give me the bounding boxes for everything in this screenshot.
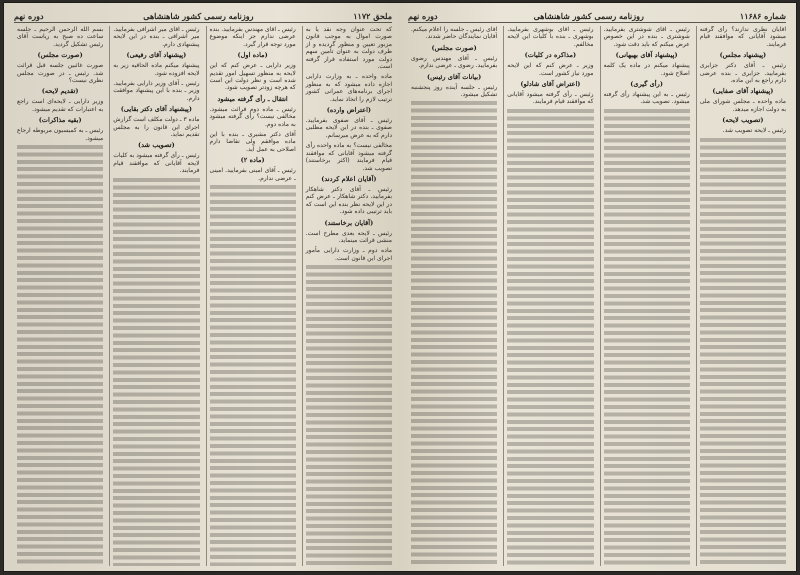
text-column (600, 26, 690, 566)
text-column (408, 26, 497, 566)
text-paragraph: رئیس ـ آقای امینی بفرمایید. امینی ـ عرضی ندارم. (209, 167, 296, 182)
right-page-columns (408, 26, 786, 566)
text-column (109, 26, 199, 566)
text-paragraph: که تحت عنوان وجه نقد یا به صورت اموال به موجب قانون مزبور تعیین و منظور گردیده و از طرف دولت به عنوان تأمین سهم دولت مورد استفاده قرار گرفته است. (305, 26, 392, 71)
section-heading: (پیشنهاد آقای رفیعی) (126, 51, 187, 60)
section-heading: (رأی گیری) (630, 80, 663, 89)
text-paragraph: رئیس ـ آقای مهندس بفرمایید. بنده عرضی ندارم جز اینکه موضوع مورد توجه قرار گیرد. (209, 26, 296, 48)
illegible-text-lines (306, 265, 392, 566)
illegible-text-lines (700, 138, 786, 566)
text-paragraph: ماده دوم ـ وزارت دارایی مأمور اجرای این قانون است. (305, 247, 392, 262)
text-paragraph: رئیس ـ آقای میر اشرافی بفرمایید. میر اشرافی ـ بنده در این لایحه پیشنهادی دارم. (113, 26, 200, 48)
text-paragraph: ماده واحده ـ به وزارت دارایی اجازه داده میشود که به منظور اجرای برنامه‌های عمرانی کشور ترتیب لازم را اتخاذ نماید. (305, 73, 392, 103)
text-paragraph: رئیس ـ لایحه تصویب شد. (722, 127, 786, 135)
text-paragraph: وزیر ـ عرض کنم که این لایحه مورد نیاز کشور است. (507, 62, 594, 77)
text-column (14, 26, 103, 566)
section-heading: (پیشنهاد آقای دکتر بقایی) (120, 105, 192, 114)
text-paragraph: رئیس ـ به این پیشنهاد رأی گرفته میشود. تصویب شد. (603, 91, 690, 106)
text-paragraph: رئیس ـ جلسه آینده روز پنجشنبه تشکیل میشود. (411, 83, 498, 99)
right-page (400, 3, 796, 571)
right-page-header-center: روزنامه رسمی کشور شاهنشاهی (533, 10, 644, 21)
section-heading: (آقایان اعلام کردند) (321, 174, 377, 183)
section-heading: (صورت مجلس) (37, 51, 83, 60)
text-paragraph: پیشنهاد میکنم ماده الحاقیه زیر به لایحه افزوده شود. (113, 62, 200, 77)
text-paragraph: وزیر دارایی ـ عرض کنم که این لایحه به منظور تسهیل امور تقدیم شده است و نظر دولت این است که هرچه زودتر تصویب شود. (209, 62, 296, 92)
text-column (302, 26, 392, 566)
text-column (206, 26, 296, 566)
text-paragraph: رئیس ـ رأی گرفته میشود به کلیات لایحه آقایانی که موافقند قیام فرمایند. (113, 152, 200, 175)
section-heading: (بقیه مذاکرات) (38, 116, 82, 125)
left-page-header-left: دوره نهم (14, 10, 44, 21)
section-heading: (تصویب شد) (137, 141, 175, 150)
left-page-header (14, 9, 392, 23)
text-paragraph: وزیر دارایی ـ لایحه‌ای است راجع به اعتبارات که تقدیم میشود. (17, 98, 104, 113)
text-paragraph: رئیس ـ آقای صفوی بفرمایید. صفوی ـ بنده در این لایحه مطلبی دارم که به عرض میرسانم. (305, 117, 392, 139)
text-paragraph: رئیس ـ لایحه بعدی مطرح است. منشی قرائت مینماید. (305, 229, 392, 244)
text-paragraph: رئیس ـ رأی گرفته میشود آقایانی که موافقند قیام فرمایند. (507, 91, 594, 106)
right-page-header-right: شماره ۱۱۶۸۶ (739, 10, 786, 21)
section-heading: انتقال ـ رأی گرفته میشود (217, 94, 288, 103)
left-page-columns (14, 26, 392, 566)
section-heading: (ماده ۲) (240, 156, 265, 165)
section-heading: (صورت مجلس) (431, 43, 477, 52)
section-heading: (پیشنهاد آقای بهبهانی) (615, 51, 678, 60)
text-column (696, 26, 786, 566)
section-heading: (پیشنهاد مجلس) (719, 51, 767, 60)
section-heading: (آقایان برخاستند) (324, 218, 374, 227)
text-paragraph: ماده واحده ـ مجلس شورای ملی به دولت اجازه میدهد. (699, 98, 786, 113)
right-page-header-left: دوره نهم (408, 10, 438, 21)
illegible-text-lines (507, 109, 593, 566)
text-paragraph: بسم الله الرحمن الرحیم ـ جلسه ساعت ده صبح به ریاست آقای رئیس تشکیل گردید. (17, 26, 104, 48)
section-heading: (ماده اول) (237, 51, 268, 60)
text-paragraph: رئیس ـ آقای دکتر جزایری بفرمایید. جزایری ـ بنده عرضی دارم راجع به این ماده. (699, 62, 786, 85)
text-paragraph: رئیس ـ آقای شوشتری بفرمایید. شوشتری ـ بنده در این خصوص عرض میکنم که باید دقت شود. (603, 26, 690, 48)
text-column (503, 26, 593, 566)
text-paragraph: رئیس ـ آقای دکتر شاهکار بفرمایید. دکتر شاهکار ـ عرض کنم در این لایحه نظر بنده این است که باید ترتیبی داده شود. (305, 185, 392, 216)
left-page-header-right: ملحق ۱۱۷۲ (353, 10, 392, 21)
text-paragraph: آقایان نظری ندارند؟ رأی گرفته میشود آقایانی که موافقند قیام فرمایند. (699, 26, 786, 48)
section-heading: (بیانات آقای رئیس) (426, 72, 482, 81)
section-heading: (اعتراض آقای شادلو) (520, 80, 581, 89)
newspaper-spread (4, 3, 796, 571)
text-paragraph: آقای رئیس ـ جلسه را اعلام میکنم. آقایان نمایندگان حاضر شدند. (411, 26, 498, 41)
section-heading: (تقدیم لایحه) (41, 87, 79, 96)
text-paragraph: صورت غائبین جلسه قبل قرائت شد. رئیس ـ در صورت مجلس نظری نیست؟ (17, 62, 104, 85)
text-paragraph: رئیس ـ به کمیسیون مربوطه ارجاع میشود. (17, 127, 104, 142)
illegible-text-lines (210, 185, 296, 566)
text-paragraph: ماده ۳ ـ دولت مکلف است گزارش اجرای این قانون را به مجلس تقدیم نماید. (113, 116, 200, 139)
section-heading: (مذاکره در کلیات) (524, 51, 577, 60)
right-page-header (408, 9, 786, 23)
illegible-text-lines (17, 145, 103, 566)
left-page-header-center: روزنامه رسمی کشور شاهنشاهی (143, 10, 254, 21)
text-paragraph: رئیس ـ ماده دوم قرائت میشود. مخالفی نیست؟ رأی گرفته میشود به ماده دوم. (209, 105, 296, 128)
section-heading: (اعتراض وارده) (326, 106, 372, 115)
left-page (4, 3, 400, 571)
text-paragraph: مخالفی نیست؟ به ماده واحده رأی گرفته میشود آقایانی که موافقند قیام فرمایند (اکثر برخاستند) تصویب شد. (305, 142, 392, 172)
text-paragraph: رئیس ـ آقای بوشهری بفرمایید. بوشهری ـ بنده با کلیات این لایحه مخالفم. (507, 26, 594, 48)
illegible-text-lines (604, 109, 690, 566)
text-paragraph: رئیس ـ آقای وزیر دارایی بفرمایید. وزیر ـ بنده با این پیشنهاد موافقت دارم. (113, 80, 200, 102)
section-heading: (تصویب لایحه) (722, 116, 764, 125)
text-paragraph: پیشنهاد میکنم در ماده یک کلمه اصلاح شود. (603, 62, 690, 77)
text-paragraph: آقای دکتر مشیری ـ بنده با این ماده موافقم ولی تقاضا دارم اصلاحی به عمل آید. (209, 131, 296, 153)
illegible-text-lines (411, 101, 497, 566)
illegible-text-lines (113, 178, 199, 566)
text-paragraph: رئیس ـ آقای مهندس رضوی بفرمایید. رضوی ـ عرضی ندارم. (411, 54, 498, 70)
section-heading: (پیشنهاد آقای صفایی) (712, 87, 774, 96)
